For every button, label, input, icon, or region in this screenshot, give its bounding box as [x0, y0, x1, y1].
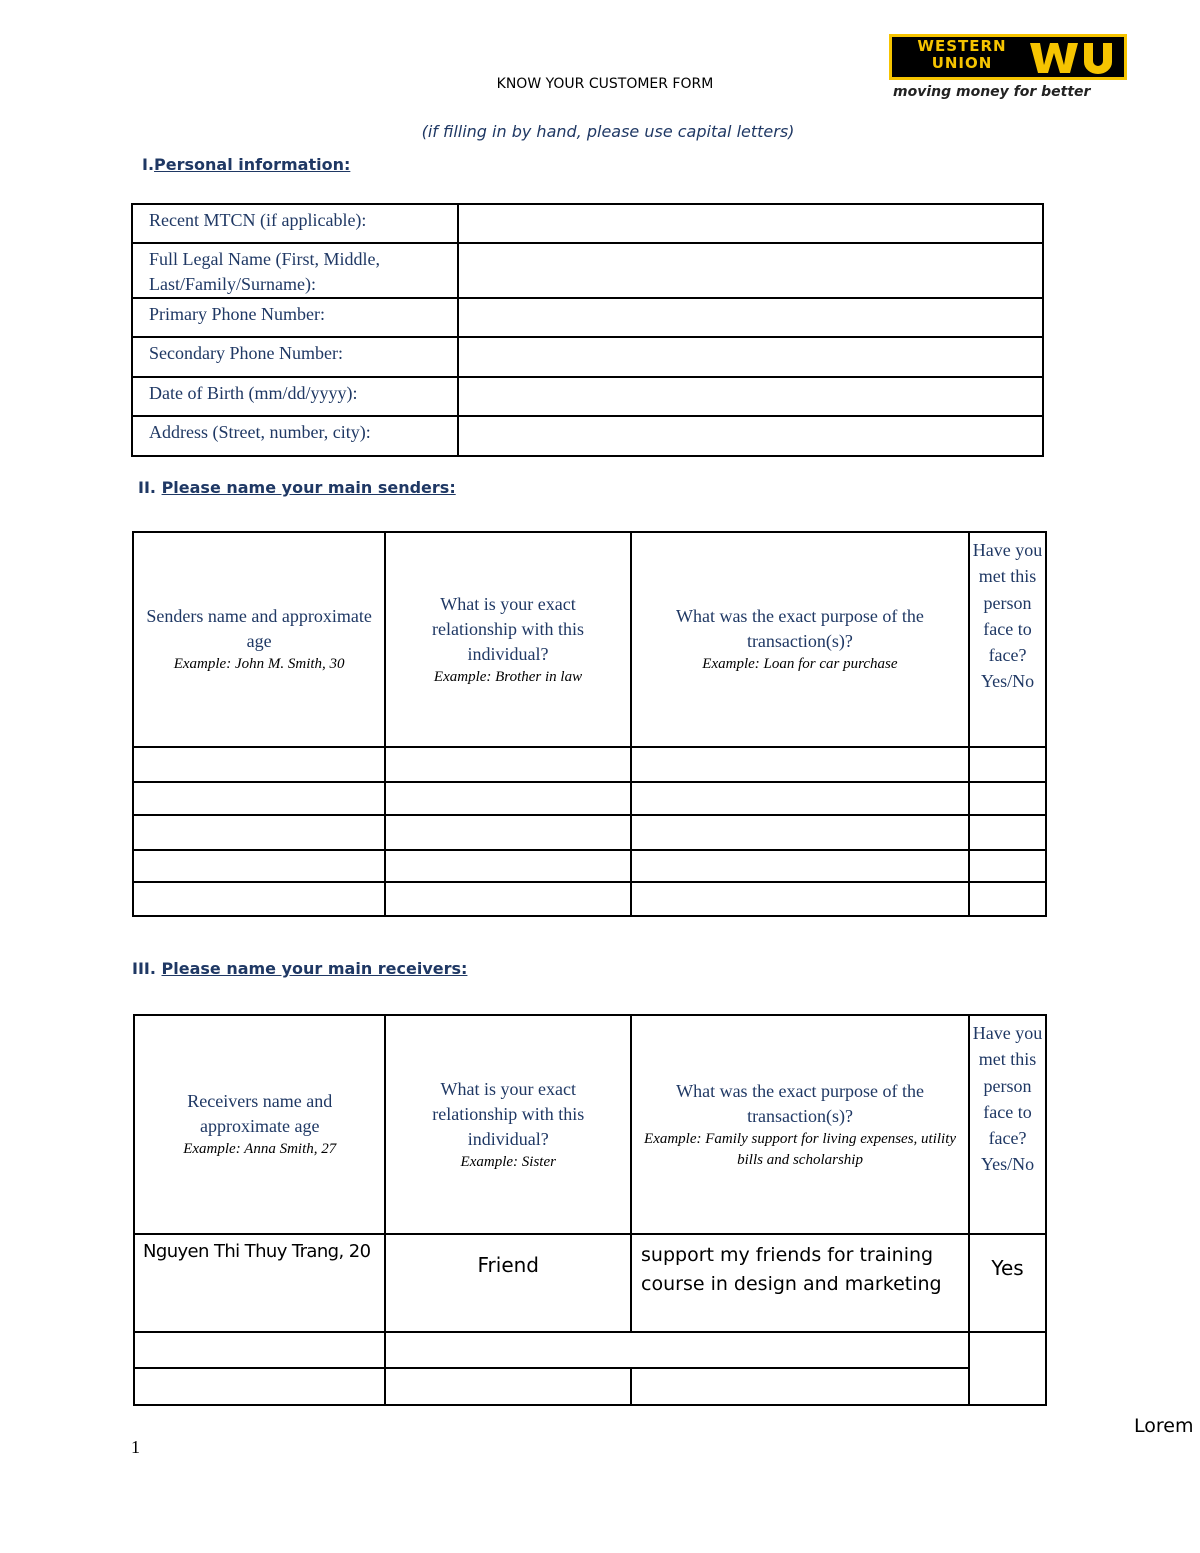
table-header-row: [133, 532, 1046, 747]
receivers-name-example: Example: Anna Smith, 27: [183, 1141, 337, 1157]
senders-purpose-example: Example: Loan for car purchase: [702, 656, 898, 672]
personal-info-table: [131, 203, 1044, 457]
wu-mark-icon: [1028, 41, 1122, 75]
section-1-heading: I.Personal information:: [142, 155, 351, 174]
primary-phone-label: Primary Phone Number:: [132, 298, 458, 337]
table-row: [132, 416, 1043, 456]
table-row: [133, 815, 1046, 850]
receivers-relationship-example: Example: Sister: [460, 1153, 556, 1170]
address-field[interactable]: [458, 416, 1043, 456]
receivers-met-header: Have you met this person face to face? Yes/No: [969, 1015, 1046, 1234]
receivers-table: [133, 1014, 1047, 1406]
form-subtitle: (if filling in by hand, please use capital letters): [421, 122, 795, 141]
mtcn-field[interactable]: [458, 204, 1043, 243]
logo-wordmark: WESTERN UNION: [917, 37, 1007, 72]
lorem-text: Lorem: [1134, 1415, 1194, 1437]
senders-relationship-example: Example: Brother in law: [433, 668, 583, 685]
page-number: 1: [131, 1437, 140, 1457]
dob-field[interactable]: [458, 377, 1043, 416]
receiver-purpose-cell[interactable]: support my friends for training course in design and marketing: [631, 1234, 969, 1332]
section-2-title: Please name your main senders:: [161, 478, 456, 497]
senders-table: [132, 531, 1047, 917]
western-union-logo: [889, 34, 1127, 80]
section-2-heading: II. Please name your main senders:: [138, 478, 456, 497]
receivers-purpose-header: What was the exact purpose of the transaction(s)? Example: Family support for living expenses, utility bills and scholarship: [631, 1015, 969, 1234]
table-row: [134, 1234, 1046, 1332]
receivers-name-header: Receivers name and approximate age Example: Anna Smith, 27: [134, 1015, 385, 1234]
full-name-field[interactable]: [458, 243, 1043, 298]
table-row: [133, 747, 1046, 782]
table-row: [133, 882, 1046, 916]
receivers-relationship-header: What is your exact relationship with this individual? Example: Sister: [385, 1015, 631, 1234]
primary-phone-field[interactable]: [458, 298, 1043, 337]
table-row: [134, 1368, 1046, 1405]
senders-purpose-header: What was the exact purpose of the transaction(s)? Example: Loan for car purchase: [631, 532, 969, 747]
senders-name-header: Senders name and approximate age Example: John M. Smith, 30: [133, 532, 385, 747]
table-row: [134, 1332, 1046, 1368]
table-row: [132, 337, 1043, 377]
section-3-heading: III. Please name your main receivers:: [132, 959, 468, 978]
dob-label: Date of Birth (mm/dd/yyyy):: [132, 377, 458, 416]
senders-relationship-header: What is your exact relationship with this individual? Example: Brother in law: [385, 532, 631, 747]
logo-tagline: moving money for better: [893, 84, 1091, 100]
table-row: [132, 298, 1043, 337]
receivers-purpose-example: Example: Family support for living expenses, utility bills and scholarship: [644, 1130, 957, 1168]
address-label: Address (Street, number, city):: [132, 416, 458, 456]
table-header-row: [134, 1015, 1046, 1234]
receiver-met-cell[interactable]: Yes: [969, 1234, 1046, 1332]
secondary-phone-label: Secondary Phone Number:: [132, 337, 458, 377]
senders-name-example: Example: John M. Smith, 30: [173, 656, 345, 672]
table-row: [132, 377, 1043, 416]
receiver-relationship-cell[interactable]: Friend: [385, 1234, 631, 1332]
mtcn-label: Recent MTCN (if applicable):: [132, 204, 458, 243]
section-3-title: Please name your main receivers:: [161, 959, 468, 978]
section-1-title: Personal information:: [154, 155, 351, 174]
receiver-name-cell[interactable]: Nguyen Thi Thuy Trang, 20: [134, 1234, 385, 1332]
full-name-label: Full Legal Name (First, Middle, Last/Family/Surname):: [132, 243, 458, 298]
form-title: KNOW YOUR CUSTOMER FORM: [496, 76, 714, 92]
table-row: [132, 204, 1043, 243]
secondary-phone-field[interactable]: [458, 337, 1043, 377]
table-row: [133, 850, 1046, 882]
senders-met-header: Have you met this person face to face? Yes/No: [969, 532, 1046, 747]
table-row: [133, 782, 1046, 815]
table-row: [132, 243, 1043, 298]
